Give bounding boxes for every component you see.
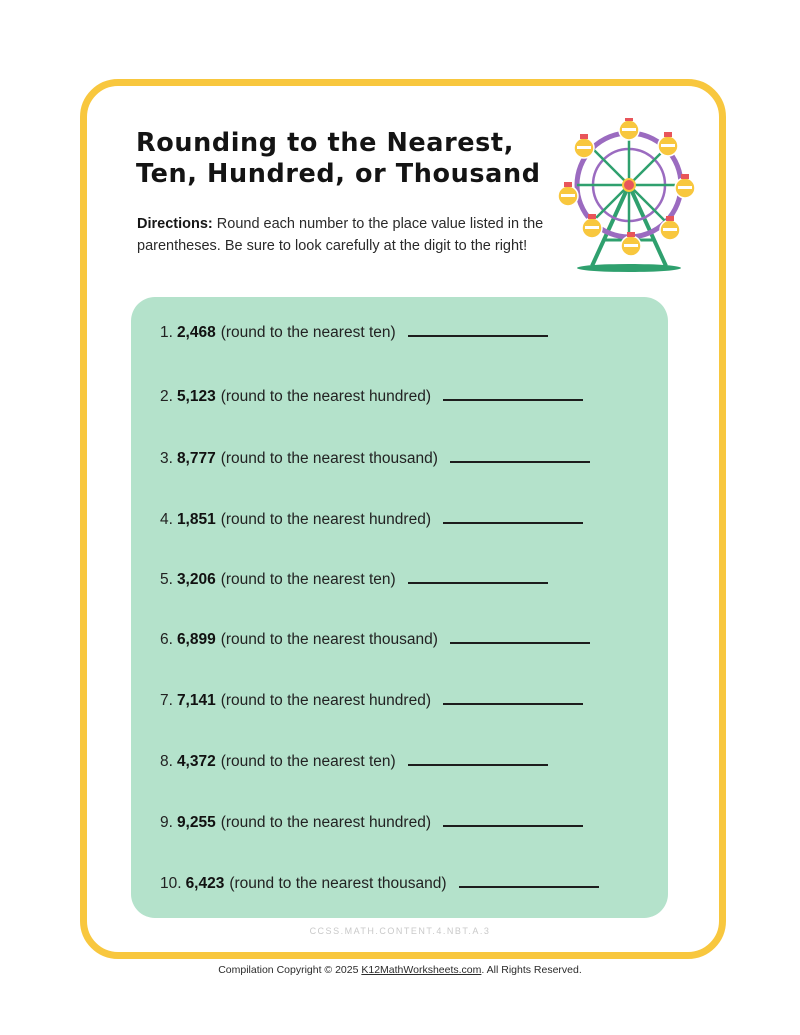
problem-number: 3.: [160, 450, 173, 467]
problem-value: 5,123: [176, 388, 216, 405]
problem-2: [160, 387, 583, 406]
standard-code: CCSS.MATH.CONTENT.4.NBT.A.3: [309, 926, 491, 936]
title-line-2: Ten, Hundred, or Thousand: [136, 159, 541, 189]
problem-8: [160, 752, 548, 771]
problem-instruction: (round to the nearest hundred): [220, 388, 431, 405]
answer-line[interactable]: [450, 630, 590, 644]
problem-instruction: (round to the nearest thousand): [229, 875, 447, 892]
title-line-1: Rounding to the Nearest,: [136, 128, 515, 158]
problem-number: 7.: [160, 692, 173, 709]
problem-number: 4.: [160, 511, 173, 528]
problem-value: 3,206: [176, 571, 216, 588]
problem-5: [160, 570, 548, 589]
answer-line[interactable]: [443, 510, 583, 524]
ferris-wheel-icon: [554, 118, 704, 278]
problem-number: 5.: [160, 571, 173, 588]
directions: [137, 214, 567, 257]
problem-value: 2,468: [176, 324, 216, 341]
problem-value: 7,141: [176, 692, 216, 709]
problem-instruction: (round to the nearest hundred): [220, 511, 431, 528]
footer-prefix: Compilation Copyright © 2025: [218, 964, 362, 976]
problem-instruction: (round to the nearest hundred): [220, 692, 431, 709]
problem-instruction: (round to the nearest ten): [220, 753, 396, 770]
problem-number: 1.: [160, 324, 173, 341]
problem-instruction: (round to the nearest hundred): [220, 814, 431, 831]
problem-number: 2.: [160, 388, 173, 405]
problem-number: 10.: [160, 875, 182, 892]
problem-value: 6,899: [176, 631, 216, 648]
problem-7: [160, 691, 583, 710]
problem-value: 8,777: [176, 450, 216, 467]
problem-number: 9.: [160, 814, 173, 831]
problem-3: [160, 449, 590, 468]
problem-10: [160, 874, 599, 893]
problem-instruction: (round to the nearest ten): [220, 571, 396, 588]
answer-line[interactable]: [408, 570, 548, 584]
answer-line[interactable]: [408, 323, 548, 337]
problem-value: 9,255: [176, 814, 216, 831]
directions-text: Round each number to the place value listed in the parentheses. Be sure to look carefully at the digit to the right!: [137, 216, 544, 254]
footer-suffix: . All Rights Reserved.: [481, 964, 582, 976]
answer-line[interactable]: [443, 387, 583, 401]
answer-line[interactable]: [443, 691, 583, 705]
directions-label: Directions:: [137, 216, 213, 232]
answer-line[interactable]: [408, 752, 548, 766]
problem-9: [160, 813, 583, 832]
problem-instruction: (round to the nearest ten): [220, 324, 396, 341]
worksheet-title: [136, 128, 541, 190]
problem-number: 6.: [160, 631, 173, 648]
problem-instruction: (round to the nearest thousand): [220, 450, 438, 467]
answer-line[interactable]: [450, 449, 590, 463]
problem-instruction: (round to the nearest thousand): [220, 631, 438, 648]
website-link[interactable]: K12MathWorksheets.com: [361, 964, 482, 976]
problem-1: [160, 323, 548, 342]
problem-number: 8.: [160, 753, 173, 770]
copyright-footer: [0, 964, 800, 976]
problem-6: [160, 630, 590, 649]
problem-value: 6,423: [185, 875, 225, 892]
problem-value: 4,372: [176, 753, 216, 770]
problem-value: 1,851: [176, 511, 216, 528]
problem-4: [160, 510, 583, 529]
answer-line[interactable]: [443, 813, 583, 827]
answer-line[interactable]: [459, 874, 599, 888]
